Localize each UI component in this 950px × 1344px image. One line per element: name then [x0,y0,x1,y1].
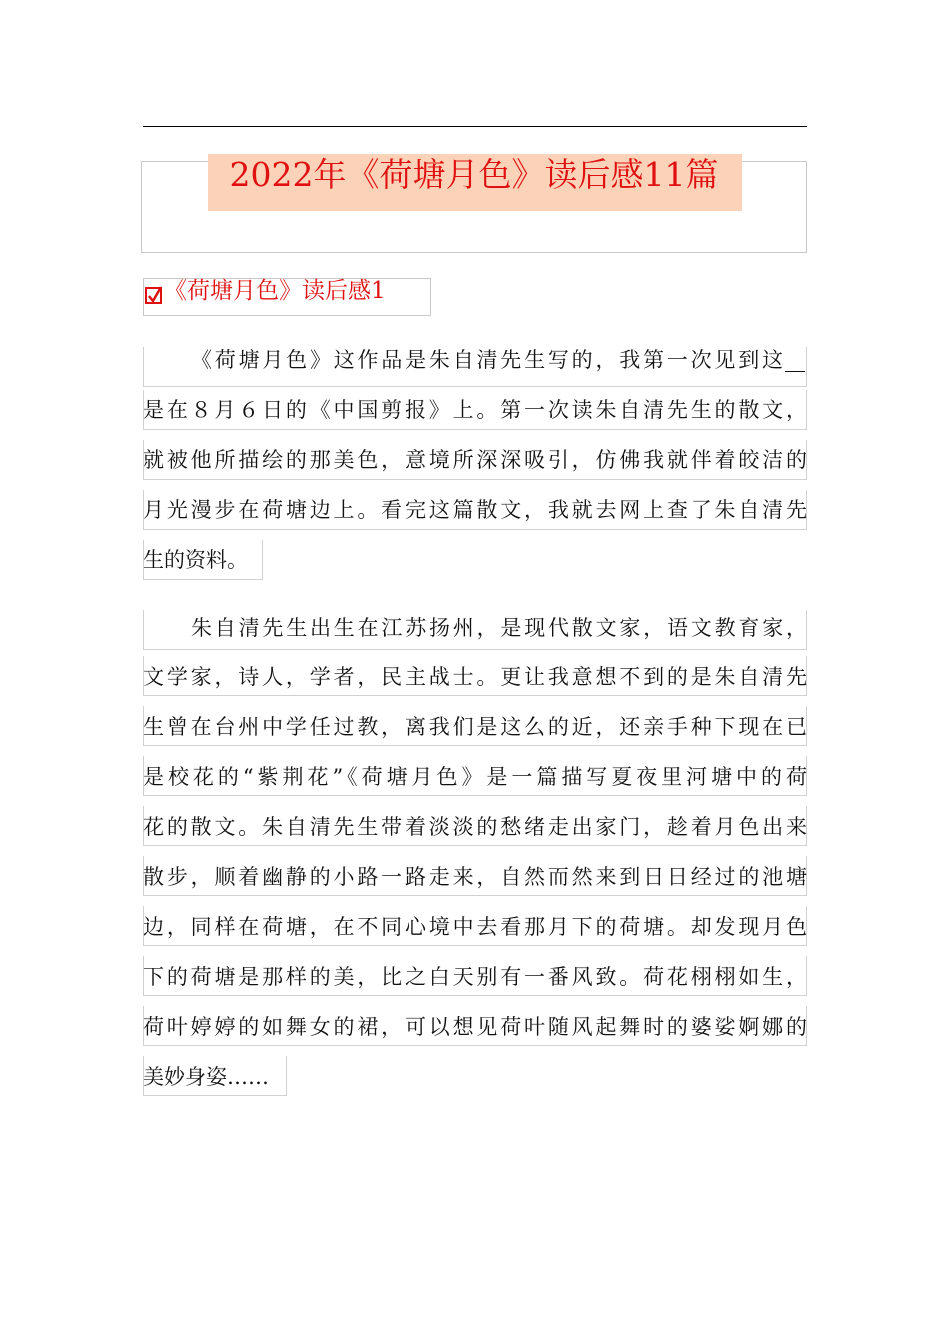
text-line: 就被他所描绘的那美色，意境所深深吸引，仿佛我就伴着皎洁的 [143,448,807,472]
checkbox-icon [145,287,162,304]
text-line: 下的荷塘是那样的美，比之白天别有一番风致。荷花栩栩如生， [143,965,807,989]
text-line: 生的资料。 [143,548,248,572]
text-line: 生曾在台州中学任过教，离我们是这么的近，还亲手种下现在已 [143,715,807,739]
text-line: 荷叶婷婷的如舞女的裙，可以想见荷叶随风起舞时的婆娑婀娜的 [143,1015,807,1039]
text-line: 月光漫步在荷塘边上。看完这篇散文，我就去网上查了朱自清先 [143,498,807,522]
document-title: 2022年《荷塘月色》读后感11篇 [229,155,719,194]
text-line: 朱自清先生出生在江苏扬州，是现代散文家，语文教育家， [191,616,807,640]
text-line: 散步，顺着幽静的小路一路走来，自然而然来到日日经过的池塘 [143,865,807,889]
text-line: 是校花的“紫荆花”《荷塘月色》是一篇描写夏夜里河塘中的荷 [143,765,807,789]
text-line: 花的散文。朱自清先生带着淡淡的愁绪走出家门，趁着月色出来 [143,815,807,839]
section-heading: 《荷塘月色》读后感1 [164,278,386,304]
text-line: 《荷塘月色》这作品是朱自清先生写的，我第一次见到这 [191,348,783,372]
text-line: 边，同样在荷塘，在不同心境中去看那月下的荷塘。却发现月色 [143,915,807,939]
text-line: 是在８月６日的《中国剪报》上。第一次读朱自清先生的散文， [143,398,807,422]
underline-blank [785,371,805,372]
text-line: 文学家，诗人，学者，民主战士。更让我意想不到的是朱自清先 [143,665,807,689]
top-rule [143,126,807,127]
text-line: 美妙身姿…… [143,1065,269,1089]
